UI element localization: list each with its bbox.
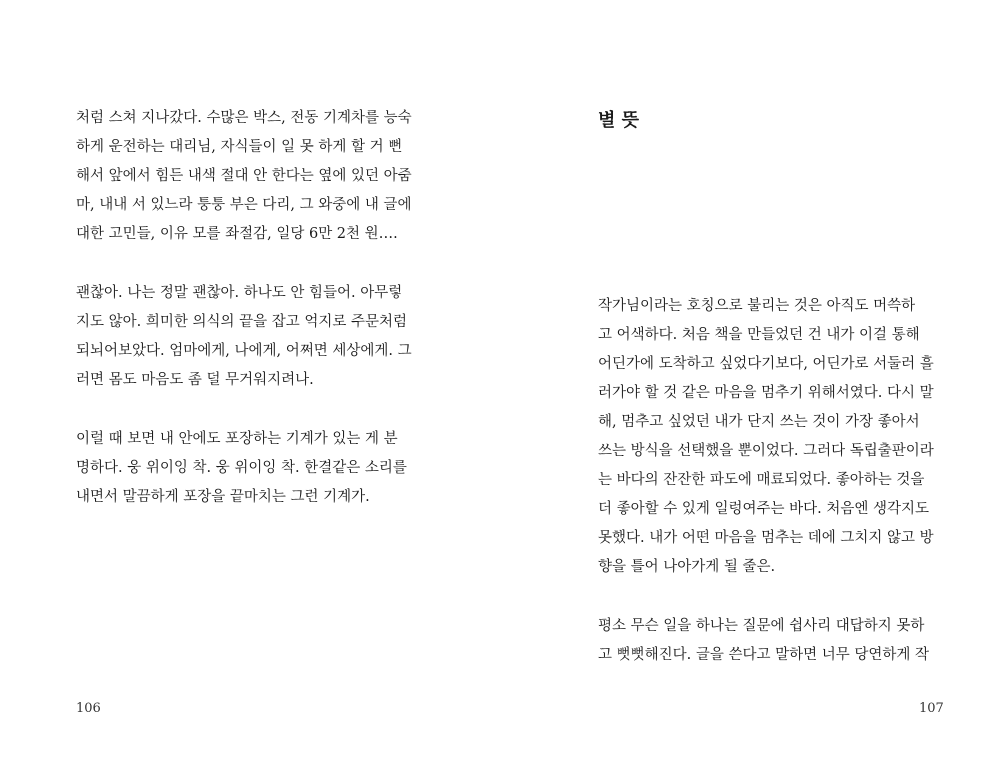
text-line: 해, 멈추고 싶었던 내가 단지 쓰는 것이 가장 좋아서: [598, 414, 920, 430]
right-page: [500, 0, 1000, 782]
text-line: 마, 내내 서 있느라 퉁퉁 부은 다리, 그 와중에 내 글에: [76, 197, 412, 213]
left-page-number: 106: [76, 701, 101, 716]
text-line: 명하다. 웅 위이잉 착. 웅 위이잉 착. 한결같은 소리를: [76, 460, 407, 476]
paragraph: [598, 612, 934, 670]
text-line: 는 바다의 잔잔한 파도에 매료되었다. 좋아하는 것을: [598, 472, 925, 488]
text-line: 어딘가에 도착하고 싶었다기보다, 어딘가로 서둘러 흘: [598, 356, 934, 372]
left-page-body: [76, 104, 412, 542]
text-line: 되뇌어보았다. 엄마에게, 나에게, 어쩌면 세상에게. 그: [76, 343, 412, 359]
text-line: 향을 틀어 나아가게 될 줄은.: [598, 559, 776, 575]
text-line: 더 좋아할 수 있게 일렁여주는 바다. 처음엔 생각지도: [598, 501, 930, 517]
paragraph: [598, 292, 934, 582]
text-line: 괜찮아. 나는 정말 괜찮아. 하나도 안 힘들어. 아무렇: [76, 285, 403, 301]
text-line: 하게 운전하는 대리님, 자식들이 일 못 하게 할 거 뻔: [76, 139, 403, 155]
paragraph: [76, 104, 412, 249]
text-line: 대한 고민들, 이유 모를 좌절감, 일당 6만 2천 원….: [76, 226, 398, 242]
text-line: 못했다. 내가 어떤 마음을 멈추는 데에 그치지 않고 방: [598, 530, 934, 546]
paragraph: [76, 425, 412, 512]
text-line: 러면 몸도 마음도 좀 덜 무거워지려나.: [76, 372, 314, 388]
right-page-body: [598, 292, 934, 700]
text-line: 고 뻣뻣해진다. 글을 쓴다고 말하면 너무 당연하게 작: [598, 647, 930, 663]
text-line: 쓰는 방식을 선택했을 뿐이었다. 그러다 독립출판이라: [598, 443, 934, 459]
text-line: 러가야 할 것 같은 마음을 멈추기 위해서였다. 다시 말: [598, 385, 934, 401]
text-line: 이럴 때 보면 내 안에도 포장하는 기계가 있는 게 분: [76, 431, 398, 447]
text-line: 평소 무슨 일을 하나는 질문에 쉽사리 대답하지 못하: [598, 618, 925, 634]
text-line: 지도 않아. 희미한 의식의 끝을 잡고 억지로 주문처럼: [76, 314, 408, 330]
section-title: 별 뜻: [598, 110, 640, 131]
right-page-number: 107: [919, 701, 944, 716]
text-line: 작가님이라는 호칭으로 불리는 것은 아직도 머쓱하: [598, 298, 916, 314]
text-line: 해서 앞에서 힘든 내색 절대 안 한다는 옆에 있던 아줌: [76, 168, 412, 184]
text-line: 내면서 말끔하게 포장을 끝마치는 그런 기계가.: [76, 489, 370, 505]
paragraph: [76, 279, 412, 395]
text-line: 고 어색하다. 처음 책을 만들었던 건 내가 이걸 통해: [598, 327, 920, 343]
text-line: 처럼 스쳐 지나갔다. 수많은 박스, 전동 기계차를 능숙: [76, 110, 412, 126]
